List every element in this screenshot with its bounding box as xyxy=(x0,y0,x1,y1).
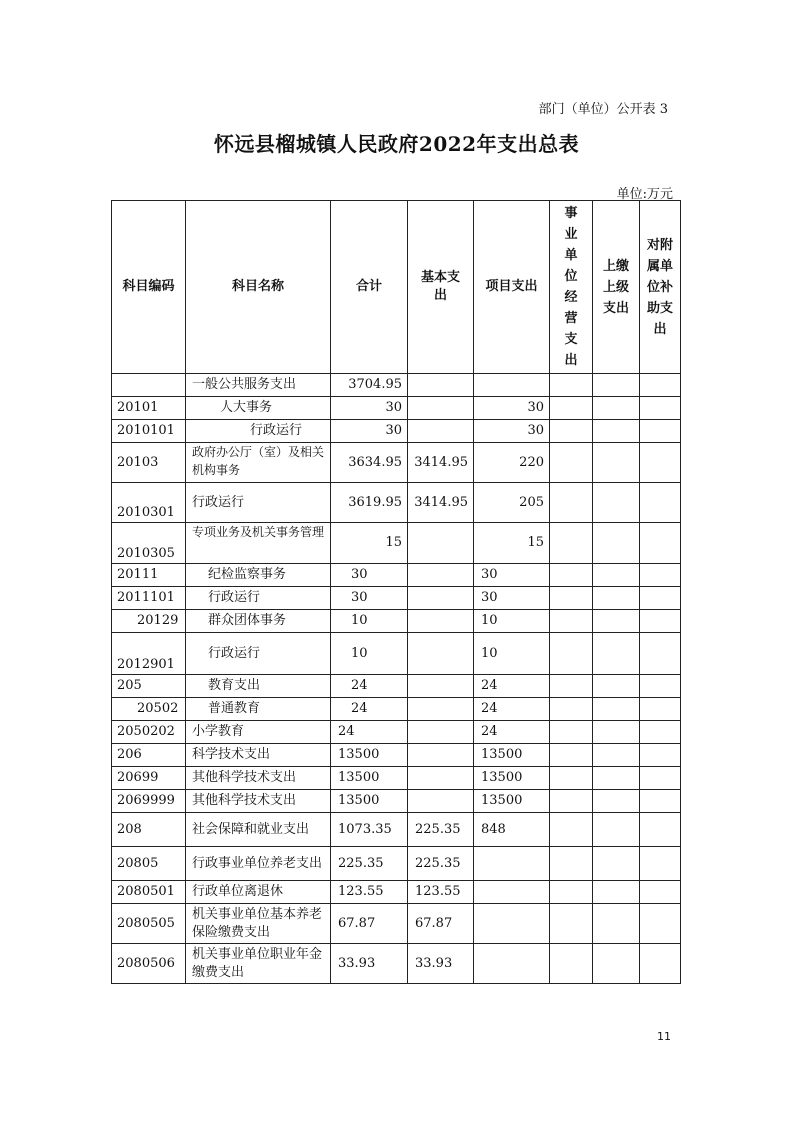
row-subsidy xyxy=(640,610,681,633)
table-row xyxy=(112,564,681,587)
row-remit xyxy=(593,443,640,483)
row-business xyxy=(550,847,593,881)
row-basic xyxy=(408,698,474,721)
row-subsidy xyxy=(640,374,681,397)
row-code: 20101 xyxy=(112,397,186,420)
row-name: 行政运行 xyxy=(186,587,331,610)
row-subsidy xyxy=(640,675,681,698)
row-total: 123.55 xyxy=(331,881,408,904)
row-code: 2080506 xyxy=(112,944,186,984)
row-basic: 33.93 xyxy=(408,944,474,984)
row-total: 13500 xyxy=(331,744,408,767)
row-basic xyxy=(408,767,474,790)
table-row xyxy=(112,675,681,698)
row-total: 24 xyxy=(331,675,408,698)
table-row xyxy=(112,881,681,904)
row-business xyxy=(550,675,593,698)
row-remit xyxy=(593,397,640,420)
row-subsidy xyxy=(640,881,681,904)
row-code: 2012901 xyxy=(112,633,186,675)
column-header-name: 科目名称 xyxy=(186,201,331,374)
row-business xyxy=(550,397,593,420)
row-business xyxy=(550,633,593,675)
row-business xyxy=(550,813,593,847)
row-business xyxy=(550,523,593,564)
row-remit xyxy=(593,881,640,904)
table-row xyxy=(112,610,681,633)
row-code: 2011101 xyxy=(112,587,186,610)
row-subsidy xyxy=(640,523,681,564)
table-row xyxy=(112,904,681,944)
row-basic xyxy=(408,633,474,675)
row-business xyxy=(550,443,593,483)
row-code: 2010101 xyxy=(112,420,186,443)
row-subsidy xyxy=(640,483,681,523)
row-basic xyxy=(408,564,474,587)
row-code: 2080501 xyxy=(112,881,186,904)
row-project: 10 xyxy=(474,633,550,675)
unit-label: 单位:万元 xyxy=(616,187,673,202)
row-basic xyxy=(408,374,474,397)
row-project: 220 xyxy=(474,443,550,483)
column-header-project: 项目支出 xyxy=(474,201,550,374)
row-business xyxy=(550,790,593,813)
row-remit xyxy=(593,633,640,675)
row-name: 行政单位离退休 xyxy=(186,881,331,904)
row-name: 专项业务及机关事务管理 xyxy=(186,523,331,564)
row-basic xyxy=(408,397,474,420)
row-name: 一般公共服务支出 xyxy=(186,374,331,397)
column-header-remit: 上缴上级支出 xyxy=(593,201,640,374)
row-basic: 3414.95 xyxy=(408,443,474,483)
row-name: 行政事业单位养老支出 xyxy=(186,847,331,881)
row-business xyxy=(550,721,593,744)
row-basic xyxy=(408,610,474,633)
row-name: 普通教育 xyxy=(186,698,331,721)
row-code: 20111 xyxy=(112,564,186,587)
row-code xyxy=(112,374,186,397)
row-code: 208 xyxy=(112,813,186,847)
column-header-subsidy: 对附属单位补助支出 xyxy=(640,201,681,374)
row-remit xyxy=(593,767,640,790)
row-code: 2080505 xyxy=(112,904,186,944)
row-code: 205 xyxy=(112,675,186,698)
row-name: 小学教育 xyxy=(186,721,331,744)
row-remit xyxy=(593,420,640,443)
row-name: 科学技术支出 xyxy=(186,744,331,767)
row-business xyxy=(550,483,593,523)
row-business xyxy=(550,881,593,904)
row-subsidy xyxy=(640,944,681,984)
row-code: 2069999 xyxy=(112,790,186,813)
page-title: 怀远县榴城镇人民政府2022年支出总表 xyxy=(213,132,580,156)
row-name: 纪检监察事务 xyxy=(186,564,331,587)
column-header-total: 合计 xyxy=(331,201,408,374)
row-business xyxy=(550,744,593,767)
row-subsidy xyxy=(640,633,681,675)
row-total: 3704.95 xyxy=(331,374,408,397)
row-name: 机关事业单位职业年金缴费支出 xyxy=(186,944,331,984)
row-code: 206 xyxy=(112,744,186,767)
row-total: 30 xyxy=(331,564,408,587)
row-basic xyxy=(408,523,474,564)
row-project: 30 xyxy=(474,397,550,420)
row-project: 13500 xyxy=(474,790,550,813)
row-total: 67.87 xyxy=(331,904,408,944)
row-total: 3619.95 xyxy=(331,483,408,523)
row-name: 其他科学技术支出 xyxy=(186,790,331,813)
row-subsidy xyxy=(640,397,681,420)
table-row xyxy=(112,397,681,420)
row-remit xyxy=(593,790,640,813)
row-remit xyxy=(593,374,640,397)
row-remit xyxy=(593,744,640,767)
row-total: 24 xyxy=(331,698,408,721)
row-basic xyxy=(408,587,474,610)
row-total: 15 xyxy=(331,523,408,564)
row-name: 教育支出 xyxy=(186,675,331,698)
table-row xyxy=(112,767,681,790)
row-basic: 225.35 xyxy=(408,813,474,847)
page-number: 11 xyxy=(657,1030,671,1043)
row-code: 2050202 xyxy=(112,721,186,744)
row-project: 848 xyxy=(474,813,550,847)
row-basic xyxy=(408,721,474,744)
row-remit xyxy=(593,813,640,847)
expenditure-table xyxy=(111,200,681,984)
row-subsidy xyxy=(640,698,681,721)
row-code: 20129 xyxy=(112,610,186,633)
row-basic xyxy=(408,790,474,813)
row-business xyxy=(550,767,593,790)
row-project xyxy=(474,944,550,984)
row-name: 其他科学技术支出 xyxy=(186,767,331,790)
row-project: 24 xyxy=(474,721,550,744)
row-name: 机关事业单位基本养老保险缴费支出 xyxy=(186,904,331,944)
row-remit xyxy=(593,483,640,523)
row-business xyxy=(550,610,593,633)
row-business xyxy=(550,944,593,984)
row-total: 1073.35 xyxy=(331,813,408,847)
row-basic: 225.35 xyxy=(408,847,474,881)
table-row xyxy=(112,790,681,813)
row-project: 10 xyxy=(474,610,550,633)
row-project xyxy=(474,847,550,881)
row-project: 24 xyxy=(474,675,550,698)
row-code: 20103 xyxy=(112,443,186,483)
row-remit xyxy=(593,904,640,944)
row-project xyxy=(474,881,550,904)
row-subsidy xyxy=(640,847,681,881)
column-header-business: 事业单位经营支出 xyxy=(550,201,593,374)
row-total: 30 xyxy=(331,397,408,420)
row-project xyxy=(474,374,550,397)
row-basic xyxy=(408,744,474,767)
table-row xyxy=(112,443,681,483)
row-subsidy xyxy=(640,721,681,744)
row-subsidy xyxy=(640,790,681,813)
table-row xyxy=(112,587,681,610)
row-project: 30 xyxy=(474,587,550,610)
row-code: 20502 xyxy=(112,698,186,721)
row-business xyxy=(550,374,593,397)
row-project: 13500 xyxy=(474,767,550,790)
row-project: 30 xyxy=(474,420,550,443)
row-code: 2010305 xyxy=(112,523,186,564)
row-name: 行政运行 xyxy=(186,633,331,675)
row-subsidy xyxy=(640,813,681,847)
row-total: 10 xyxy=(331,610,408,633)
row-total: 13500 xyxy=(331,790,408,813)
row-project xyxy=(474,904,550,944)
row-project: 205 xyxy=(474,483,550,523)
row-business xyxy=(550,587,593,610)
row-subsidy xyxy=(640,587,681,610)
row-total: 24 xyxy=(331,721,408,744)
row-subsidy xyxy=(640,443,681,483)
row-basic: 123.55 xyxy=(408,881,474,904)
row-name: 政府办公厅（室）及相关机构事务 xyxy=(186,443,331,483)
row-total: 3634.95 xyxy=(331,443,408,483)
row-remit xyxy=(593,847,640,881)
column-header-basic: 基本支出 xyxy=(408,201,474,374)
row-total: 33.93 xyxy=(331,944,408,984)
row-remit xyxy=(593,721,640,744)
table-row xyxy=(112,523,681,564)
row-name: 群众团体事务 xyxy=(186,610,331,633)
row-remit xyxy=(593,523,640,564)
row-business xyxy=(550,564,593,587)
row-name: 人大事务 xyxy=(186,397,331,420)
row-project: 13500 xyxy=(474,744,550,767)
row-subsidy xyxy=(640,420,681,443)
row-remit xyxy=(593,675,640,698)
row-business xyxy=(550,420,593,443)
row-basic: 3414.95 xyxy=(408,483,474,523)
row-remit xyxy=(593,564,640,587)
row-total: 30 xyxy=(331,587,408,610)
row-remit xyxy=(593,944,640,984)
table-number-note: 部门（单位）公开表 3 xyxy=(538,102,668,117)
row-code: 20805 xyxy=(112,847,186,881)
row-name: 社会保障和就业支出 xyxy=(186,813,331,847)
column-header-code: 科目编码 xyxy=(112,201,186,374)
row-basic xyxy=(408,675,474,698)
row-subsidy xyxy=(640,744,681,767)
row-total: 10 xyxy=(331,633,408,675)
row-business xyxy=(550,698,593,721)
table-row xyxy=(112,420,681,443)
table-header-row xyxy=(112,201,681,374)
table-row xyxy=(112,483,681,523)
row-basic: 67.87 xyxy=(408,904,474,944)
table-row xyxy=(112,633,681,675)
row-business xyxy=(550,904,593,944)
table-row xyxy=(112,813,681,847)
row-code: 2010301 xyxy=(112,483,186,523)
row-remit xyxy=(593,587,640,610)
row-total: 30 xyxy=(331,420,408,443)
row-basic xyxy=(408,420,474,443)
row-subsidy xyxy=(640,564,681,587)
row-name: 行政运行 xyxy=(186,483,331,523)
table-row xyxy=(112,721,681,744)
row-total: 13500 xyxy=(331,767,408,790)
table-row xyxy=(112,698,681,721)
row-code: 20699 xyxy=(112,767,186,790)
row-total: 225.35 xyxy=(331,847,408,881)
row-subsidy xyxy=(640,767,681,790)
row-name: 行政运行 xyxy=(186,420,331,443)
row-project: 24 xyxy=(474,698,550,721)
row-remit xyxy=(593,698,640,721)
row-project: 30 xyxy=(474,564,550,587)
row-remit xyxy=(593,610,640,633)
row-subsidy xyxy=(640,904,681,944)
table-row xyxy=(112,847,681,881)
table-row xyxy=(112,744,681,767)
table-row xyxy=(112,944,681,984)
row-project: 15 xyxy=(474,523,550,564)
table-row xyxy=(112,374,681,397)
